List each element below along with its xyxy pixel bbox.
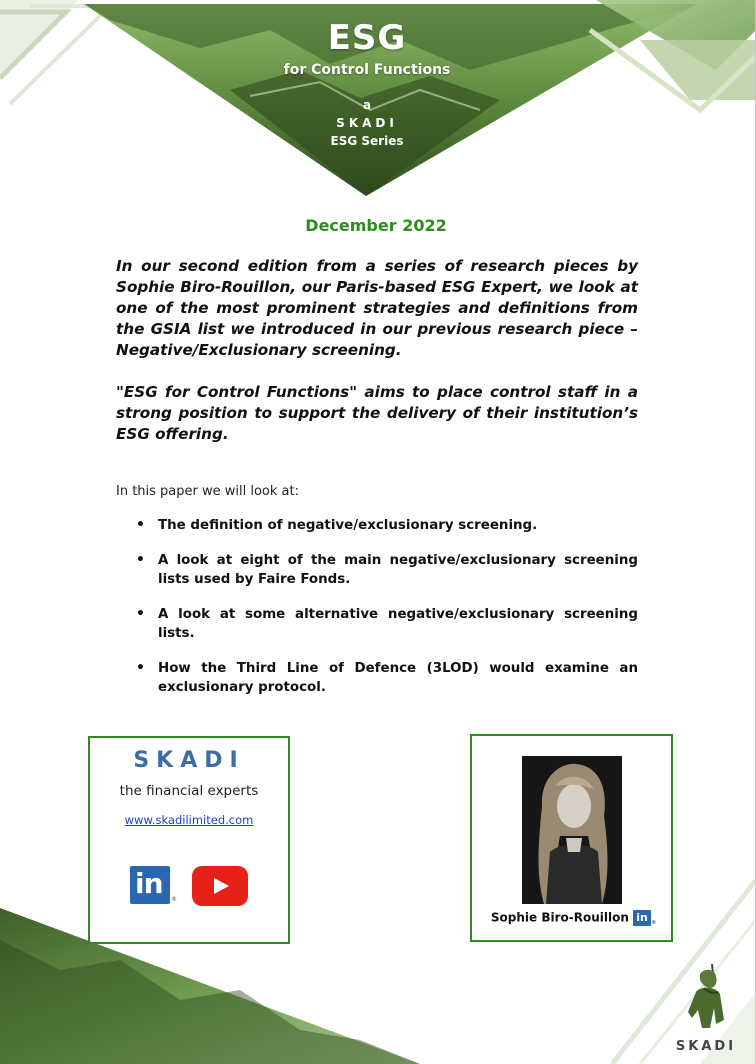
intro-paragraph-2: "ESG for Control Functions" aims to place control staff in a strong position to support the delivery of their institution’s ESG offering. (116, 383, 638, 443)
skadi-footer-logo (664, 958, 748, 1058)
look-at-heading: In this paper we will look at: (116, 484, 299, 499)
list-item: • A look at eight of the main negative/exclusionary screening lists used by Faire Fonds. (136, 551, 638, 589)
intro-paragraph-1: In our second edition from a series of research pieces by Sophie Biro-Rouillon, our Paris-based ESG Expert, we look at one of the most prominent strategies and definitions from the GSIA list we introduced in our previous research piece – Negative/Exclusionary screening. (116, 257, 638, 359)
footer-logo-text: SKADI (675, 1039, 737, 1054)
banner-brand: SKADI (336, 116, 398, 130)
publication-date: December 2022 (305, 216, 447, 235)
banner-a: a (362, 98, 372, 112)
footer-banner-graphic (0, 880, 756, 1064)
skadi-website-link[interactable]: www.skadilimited.com (124, 813, 254, 827)
banner-title: ESG (327, 18, 407, 58)
list-item: • A look at some alternative negative/exclusionary screening lists. (136, 605, 638, 643)
list-item: • The definition of negative/exclusionary screening. (136, 516, 638, 535)
banner-subtitle: for Control Functions (283, 62, 451, 78)
linkedin-icon-text: in (135, 867, 163, 900)
topics-list (136, 516, 638, 713)
skadi-name: SKADI (133, 748, 245, 773)
skadi-tagline: the financial experts (119, 783, 259, 799)
registered-mark: ® (171, 896, 177, 903)
linkedin-icon[interactable]: in (633, 910, 651, 926)
banner-series: ESG Series (330, 134, 404, 148)
skadi-figure-icon (664, 958, 748, 1038)
author-name: Sophie Biro-Rouillon (490, 910, 629, 925)
list-item: • How the Third Line of Defence (3LOD) would examine an exclusionary protocol. (136, 659, 638, 697)
registered-mark: ® (651, 920, 657, 926)
